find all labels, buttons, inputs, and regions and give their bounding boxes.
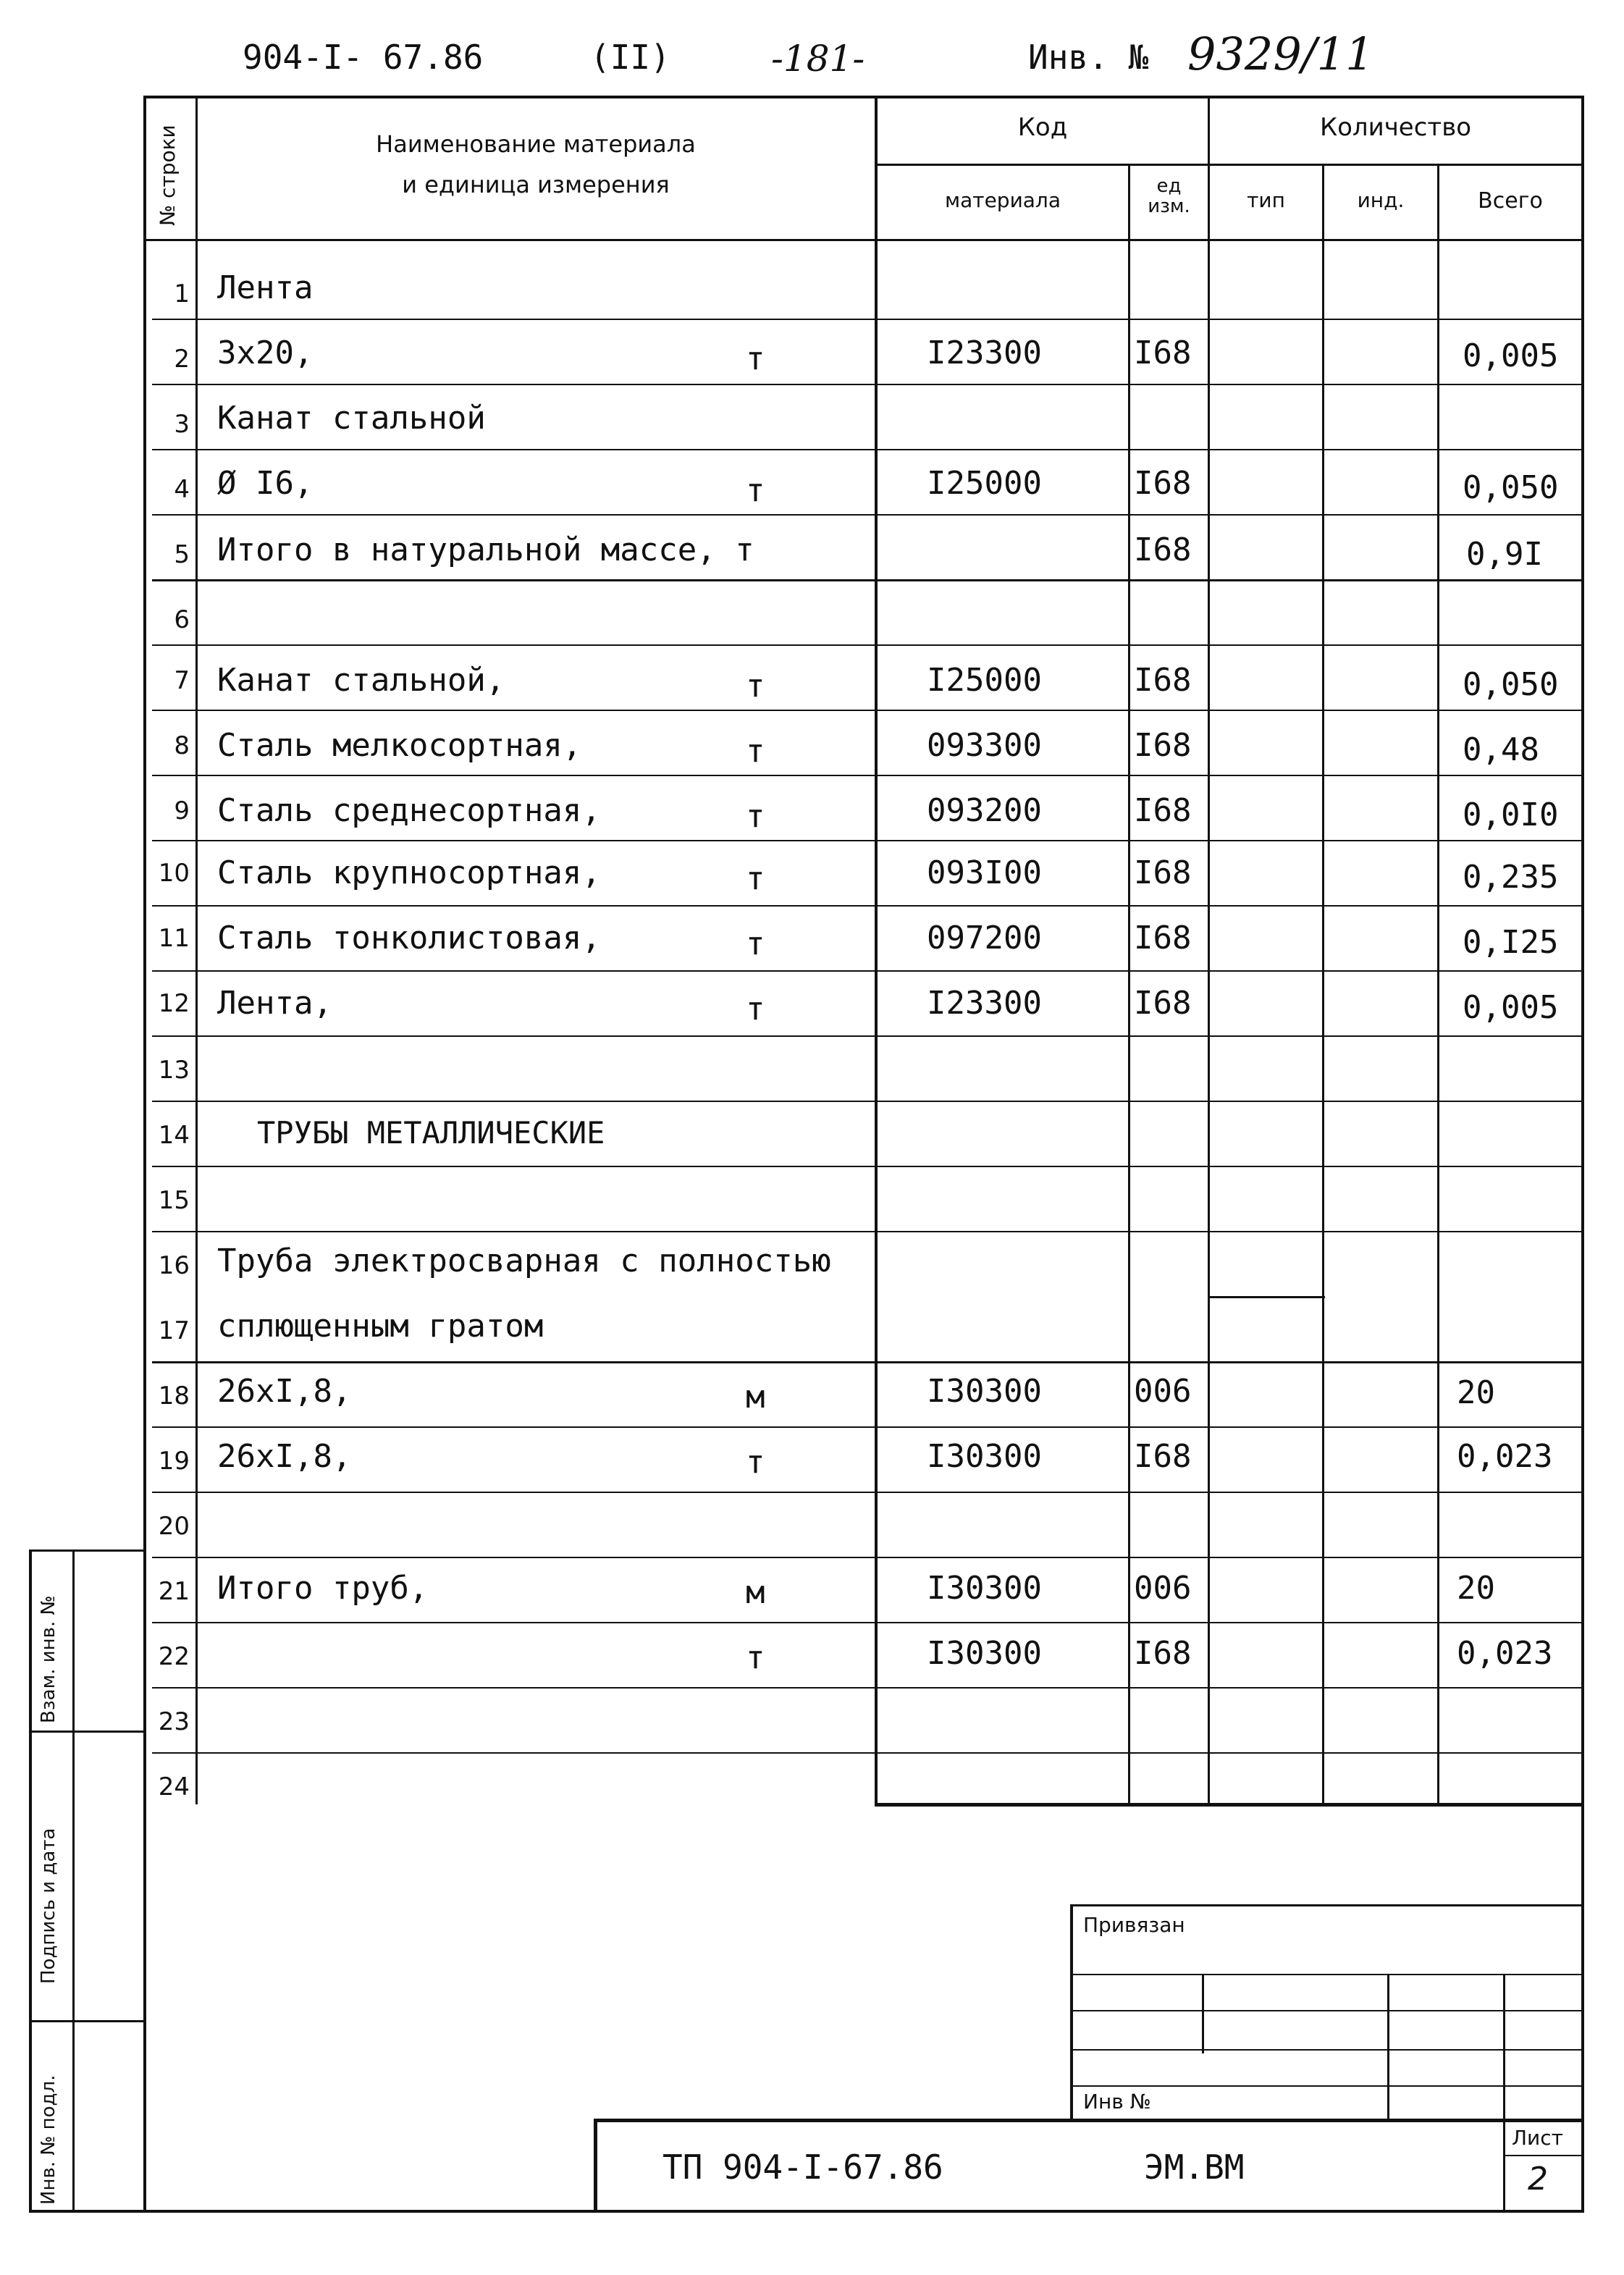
row-unit: т xyxy=(746,1444,765,1481)
row-unit-code: 006 xyxy=(1134,1373,1192,1410)
row-total: 0,023 xyxy=(1457,1635,1553,1672)
row-total: 0,0I0 xyxy=(1463,796,1559,833)
row-number: 21 xyxy=(158,1577,190,1606)
row-number: 17 xyxy=(158,1316,190,1345)
inv-label: Инв. № xyxy=(1028,38,1149,77)
row-number: 4 xyxy=(174,475,190,504)
sheet-label: Лист xyxy=(1512,2126,1563,2150)
row-number: 10 xyxy=(158,859,190,888)
row-total: 0,005 xyxy=(1463,337,1559,374)
row-number: 19 xyxy=(158,1447,190,1476)
row-unit: т xyxy=(746,733,765,770)
row-name: Сталь среднесортная, xyxy=(217,792,601,829)
side-vzam-label: Взам. инв. № xyxy=(38,1595,59,1723)
row-number: 5 xyxy=(174,540,190,569)
doc-code-top: 904-I- 67.86 xyxy=(243,38,484,77)
row-name: Труба электросварная с полностью xyxy=(217,1242,831,1279)
row-number: 6 xyxy=(174,605,190,634)
row-name: Лента xyxy=(217,269,314,306)
row-name: сплющенным гратом xyxy=(217,1308,544,1345)
row-total: 20 xyxy=(1457,1374,1495,1411)
row-name: Сталь тонколистовая, xyxy=(217,920,601,956)
row-name: Канат стальной xyxy=(217,400,486,437)
row-name: 26xI,8, xyxy=(217,1373,352,1410)
row-total: 0,9I xyxy=(1466,536,1543,573)
row-unit-code: I68 xyxy=(1134,1438,1192,1475)
row-unit-code: 006 xyxy=(1134,1570,1192,1607)
section-title: ТРУБЫ МЕТАЛЛИЧЕСКИЕ xyxy=(257,1115,605,1151)
row-number: 18 xyxy=(158,1382,190,1410)
row-unit: т xyxy=(746,991,765,1027)
doc-part: (II) xyxy=(590,38,670,77)
row-unit-code: I68 xyxy=(1134,727,1192,764)
row-unit: м xyxy=(746,1574,765,1611)
row-unit-code: I68 xyxy=(1134,854,1192,891)
row-total: 0,48 xyxy=(1463,731,1539,768)
header-unit-line2: изм. xyxy=(1148,195,1190,217)
row-number: 14 xyxy=(158,1121,190,1150)
row-unit: т xyxy=(746,668,765,705)
inv-value: 9329/11 xyxy=(1187,28,1374,80)
row-unit-code: I68 xyxy=(1134,792,1192,829)
row-name: Итого труб, xyxy=(217,1570,429,1607)
row-number: 9 xyxy=(174,796,190,825)
row-total: 0,023 xyxy=(1457,1438,1553,1475)
row-number: 20 xyxy=(158,1512,190,1541)
row-number: 1 xyxy=(174,279,190,308)
row-unit: т xyxy=(746,472,765,509)
row-number: 22 xyxy=(158,1642,190,1671)
row-number: 11 xyxy=(158,924,190,953)
row-material-code: I25000 xyxy=(927,662,1042,699)
header-code: Код xyxy=(1017,113,1068,142)
row-number: 13 xyxy=(158,1056,190,1085)
stamp-mark: ЭМ.ВМ xyxy=(1144,2148,1245,2187)
row-unit: м xyxy=(746,1379,765,1416)
page-number: -181- xyxy=(771,38,865,80)
row-total: 0,235 xyxy=(1463,859,1559,896)
row-number: 2 xyxy=(174,345,190,374)
row-number: 7 xyxy=(174,666,190,695)
row-name: 3x20, xyxy=(217,335,314,371)
row-unit: т xyxy=(746,798,765,835)
header-quantity: Количество xyxy=(1319,113,1472,142)
header-unit-line1: ед xyxy=(1156,175,1182,197)
side-inv-podl-label: Инв. № подл. xyxy=(38,2074,59,2205)
row-material-code: I30300 xyxy=(927,1373,1042,1410)
row-number: 8 xyxy=(174,731,190,760)
stamp-doc-code: ТП 904-I-67.86 xyxy=(662,2148,943,2187)
row-name: Сталь мелкосортная, xyxy=(217,727,582,764)
row-material-code: I30300 xyxy=(927,1438,1042,1475)
row-total: 0,050 xyxy=(1463,666,1559,703)
row-material-code: I23300 xyxy=(927,335,1042,371)
row-total: 0,I25 xyxy=(1463,924,1559,961)
header-material: материала xyxy=(944,188,1061,212)
row-unit-code: I68 xyxy=(1134,920,1192,956)
row-name: Лента, xyxy=(217,985,332,1022)
header-ind: инд. xyxy=(1357,188,1405,212)
sheet-number: 2 xyxy=(1528,2161,1548,2198)
row-number: 3 xyxy=(174,410,190,439)
row-material-code: I23300 xyxy=(927,985,1042,1022)
row-unit-code: I68 xyxy=(1134,985,1192,1022)
stamp-inv-label: Инв № xyxy=(1083,2090,1151,2114)
row-material-code: 093200 xyxy=(927,792,1042,829)
header-row-no: № строки xyxy=(156,125,180,226)
row-unit-code: I68 xyxy=(1134,531,1192,568)
row-number: 15 xyxy=(158,1186,190,1215)
row-name: Ø I6, xyxy=(217,465,314,502)
header-name-line2: и единица измерения xyxy=(402,171,670,198)
row-total: 20 xyxy=(1457,1570,1495,1607)
privyazan-label: Привязан xyxy=(1083,1913,1185,1937)
header-tip: тип xyxy=(1247,188,1285,212)
row-number: 23 xyxy=(158,1707,190,1736)
row-name: Итого в натуральной массе, т xyxy=(217,531,754,568)
header-total: Всего xyxy=(1478,188,1543,214)
row-material-code: 093300 xyxy=(927,727,1042,764)
row-unit: т xyxy=(746,925,765,962)
row-unit: т xyxy=(746,1639,765,1676)
row-name: Сталь крупносортная, xyxy=(217,854,601,891)
row-material-code: I30300 xyxy=(927,1635,1042,1672)
row-number: 24 xyxy=(158,1773,190,1801)
row-material-code: 097200 xyxy=(927,920,1042,956)
row-number: 12 xyxy=(158,989,190,1018)
row-material-code: I30300 xyxy=(927,1570,1042,1607)
row-material-code: 093I00 xyxy=(927,854,1042,891)
row-unit: т xyxy=(746,860,765,897)
row-unit: т xyxy=(746,340,765,377)
row-unit-code: I68 xyxy=(1134,662,1192,699)
row-unit-code: I68 xyxy=(1134,465,1192,502)
row-unit-code: I68 xyxy=(1134,335,1192,371)
row-total: 0,050 xyxy=(1463,469,1559,506)
side-signature-label: Подпись и дата xyxy=(38,1828,59,1984)
header-name-line1: Наименование материала xyxy=(376,130,696,158)
row-unit-code: I68 xyxy=(1134,1635,1192,1672)
row-name: Канат стальной, xyxy=(217,662,505,699)
row-number: 16 xyxy=(158,1251,190,1280)
row-name: 26xI,8, xyxy=(217,1438,352,1475)
row-total: 0,005 xyxy=(1463,989,1559,1026)
row-material-code: I25000 xyxy=(927,465,1042,502)
